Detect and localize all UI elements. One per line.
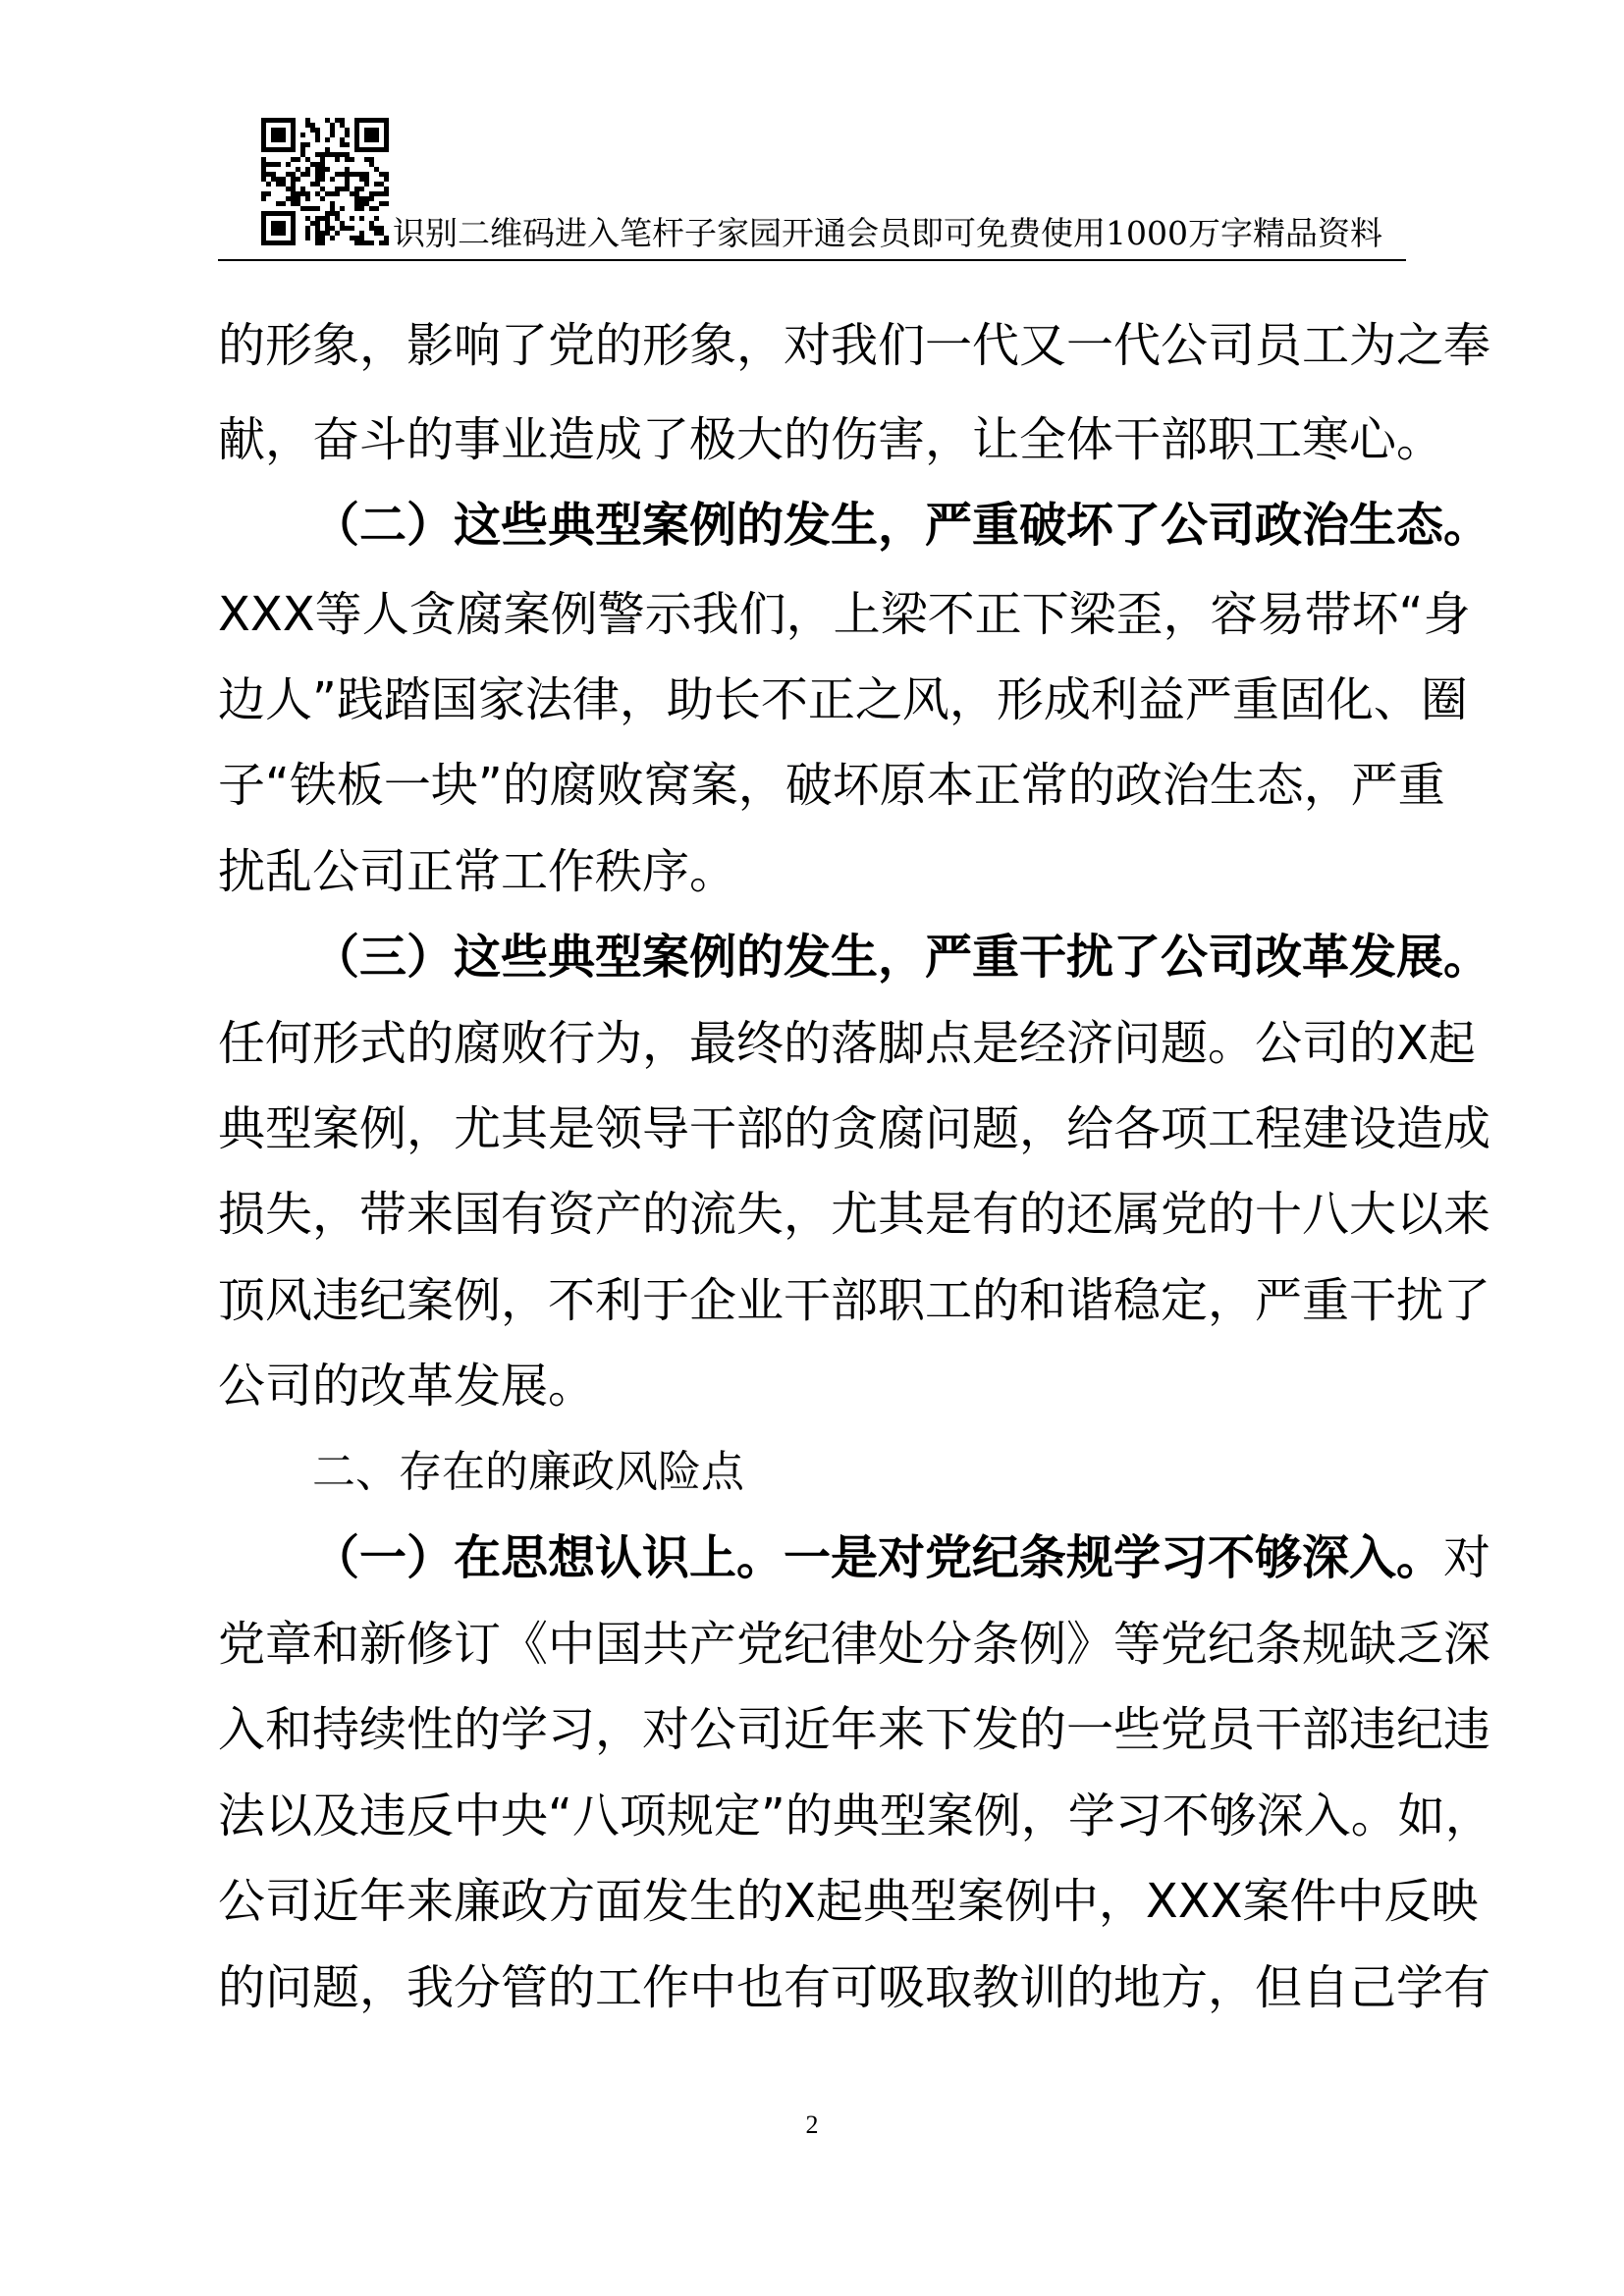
section-heading-line (312, 1528, 1490, 1587)
body-line: 损失，带来国有资产的流失，尤其是有的还属党的十八大以来 (218, 1187, 1491, 1242)
body-line: 子“铁板一块”的腐败窝案，破坏原本正常的政治生态，严重 (218, 758, 1445, 813)
body-line: 边人”践踏国家法律，助长不正之风，形成利益严重固化、圈 (218, 672, 1468, 727)
body-line: 任何形式的腐败行为，最终的落脚点是经济问题。公司的X起 (218, 1016, 1476, 1071)
body-line: 典型案例，尤其是领导干部的贪腐问题，给各项工程建设造成 (218, 1101, 1491, 1156)
body-line: 的形象，影响了党的形象，对我们一代又一代公司员工为之奉 (218, 318, 1491, 373)
section-heading: （二）这些典型案例的发生，严重破坏了公司政治生态。 (312, 498, 1491, 553)
section-heading: （一）在思想认识上。一是对党纪条规学习不够深入。 (312, 1530, 1444, 1585)
body-line: 法以及违反中央“八项规定”的典型案例，学习不够深入。如， (218, 1789, 1492, 1843)
body-line: 的问题，我分管的工作中也有可吸取教训的地方，但自己学有 (218, 1960, 1491, 2015)
body-line: 公司近年来廉政方面发生的X起典型案例中，XXX案件中反映 (218, 1874, 1479, 1929)
body-text: 对 (1443, 1530, 1491, 1585)
body-line: 党章和新修订《中国共产党纪律处分条例》等党纪条规缺乏深 (218, 1617, 1491, 1672)
body-line: XXX等人贪腐案例警示我们，上梁不正下梁歪，容易带坏“身 (218, 587, 1471, 642)
page-number: 2 (805, 2110, 819, 2139)
header-text: 识别二维码进入笔杆子家园开通会员即可免费使用1000万字精品资料 (393, 214, 1382, 252)
header-divider (218, 259, 1406, 261)
body-line: 顶风违纪案例，不利于企业干部职工的和谐稳定，严重干扰了 (218, 1273, 1491, 1328)
body-line: 入和持续性的学习，对公司近年来下发的一些党员干部违纪违 (218, 1702, 1491, 1757)
qr-code-icon (261, 118, 389, 245)
section-heading: （三）这些典型案例的发生，严重干扰了公司改革发展。 (312, 930, 1491, 985)
body-line: 公司的改革发展。 (218, 1359, 596, 1414)
chapter-heading: 二、存在的廉政风险点 (312, 1447, 744, 1497)
body-line: 扰乱公司正常工作秩序。 (218, 844, 737, 899)
body-line: 献，奋斗的事业造成了极大的伤害，让全体干部职工寒心。 (218, 412, 1444, 467)
